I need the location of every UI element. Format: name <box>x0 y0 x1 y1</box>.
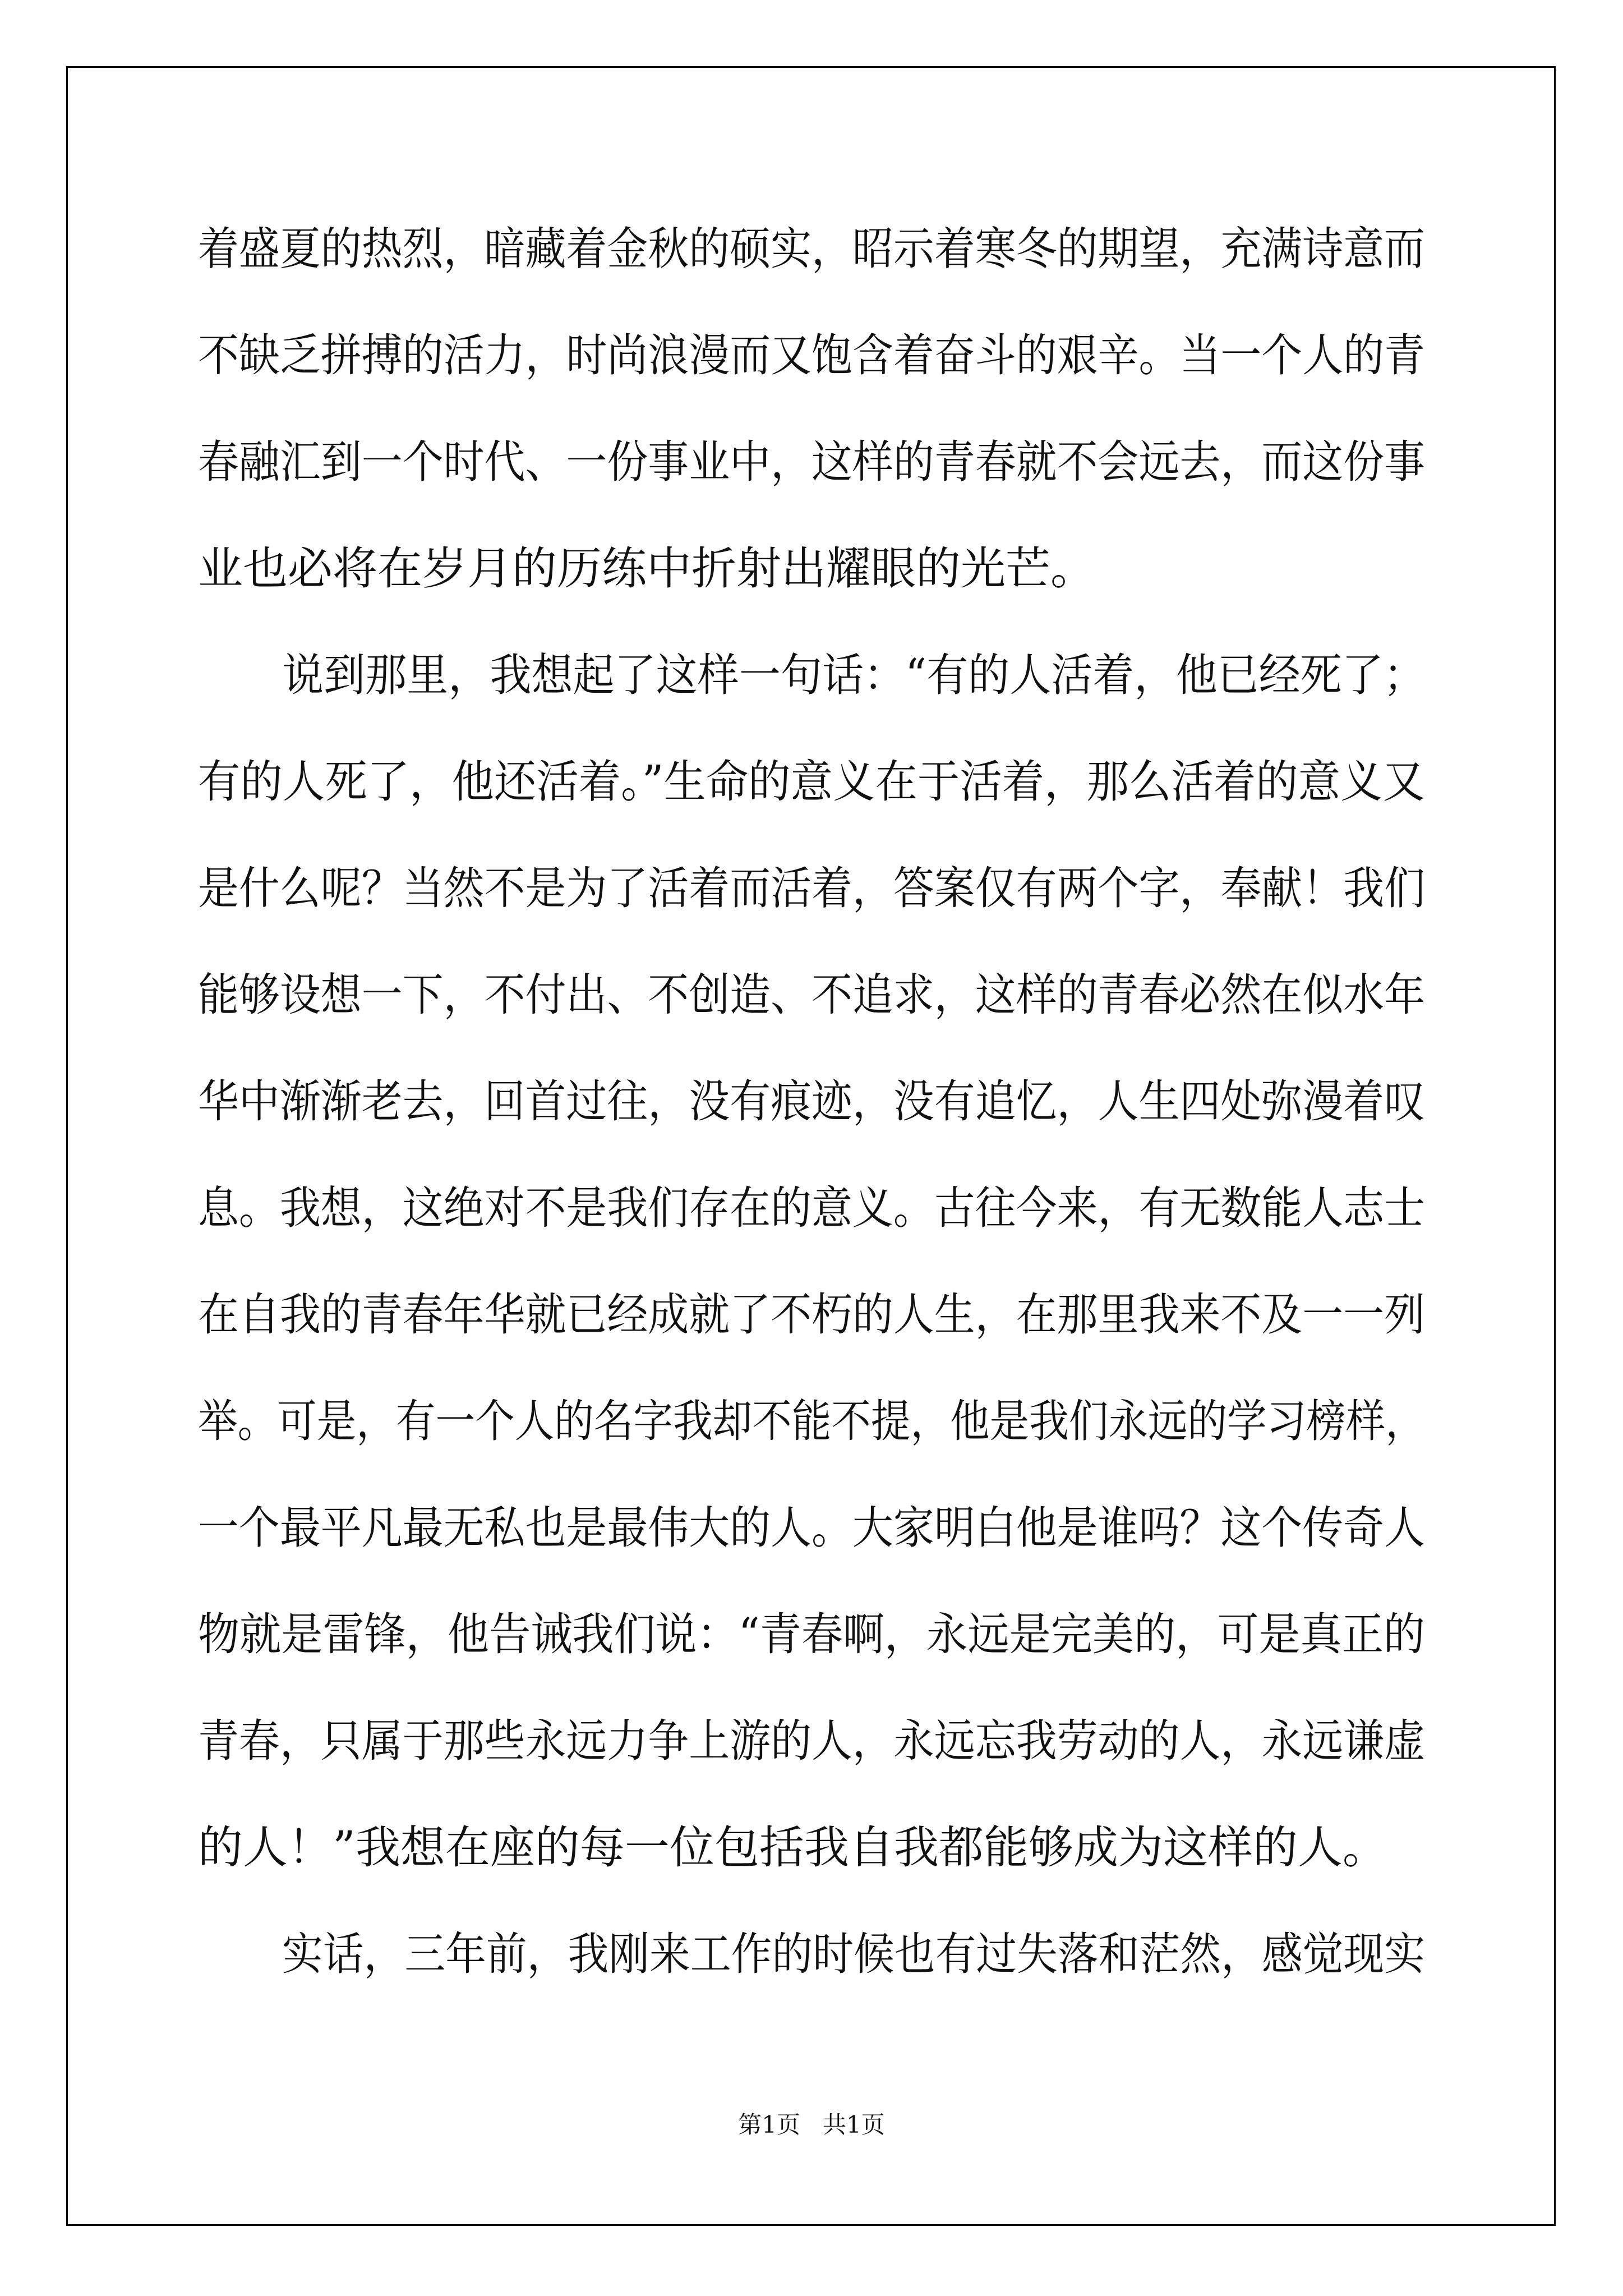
paragraph-first-line: 说到那里，我想起了这样一句话：“有的人活着，他已经死了； <box>282 649 1425 701</box>
text-line: 春融汇到一个时代、一份事业中，这样的青春就不会远去，而这份事 <box>198 436 1425 488</box>
text-line: 能够设想一下，不付出、不创造、不追求，这样的青春必然在似水年 <box>198 969 1425 1021</box>
paragraph-first-line: 实话，三年前，我刚来工作的时候也有过失落和茫然，感觉现实 <box>282 1928 1425 1980</box>
text-line: 业也必将在岁月的历练中折射出耀眼的光芒。 <box>198 542 1095 595</box>
text-line: 息。我想，这绝对不是我们存在的意义。古往今来，有无数能人志士 <box>198 1182 1425 1234</box>
text-line: 举。可是，有一个人的名字我却不能不提，他是我们永远的学习榜样， <box>198 1395 1425 1447</box>
page-number-footer: 第1页 共1页 <box>738 2111 885 2138</box>
text-line: 着盛夏的热烈，暗藏着金秋的硕实，昭示着寒冬的期望，充满诗意而 <box>198 223 1425 275</box>
text-line: 物就是雷锋，他告诫我们说：“青春啊，永远是完美的，可是真正的 <box>198 1608 1425 1660</box>
page-border <box>66 66 1556 2226</box>
text-line: 是什么呢？当然不是为了活着而活着，答案仅有两个字，奉献！我们 <box>198 862 1425 914</box>
text-line: 华中渐渐老去，回首过往，没有痕迹，没有追忆，人生四处弥漫着叹 <box>198 1075 1425 1128</box>
text-line: 青春，只属于那些永远力争上游的人，永远忘我劳动的人，永远谦虚 <box>198 1715 1425 1767</box>
text-line: 的人！”我想在座的每一位包括我自我都能够成为这样的人。 <box>198 1821 1387 1874</box>
text-line: 有的人死了，他还活着。”生命的意义在于活着，那么活着的意义又 <box>198 756 1425 808</box>
text-line: 不缺乏拼搏的活力，时尚浪漫而又饱含着奋斗的艰辛。当一个人的青 <box>198 329 1425 381</box>
text-line: 一个最平凡最无私也是最伟大的人。大家明白他是谁吗？这个传奇人 <box>198 1502 1425 1554</box>
text-line: 在自我的青春年华就已经成就了不朽的人生，在那里我来不及一一列 <box>198 1289 1425 1341</box>
